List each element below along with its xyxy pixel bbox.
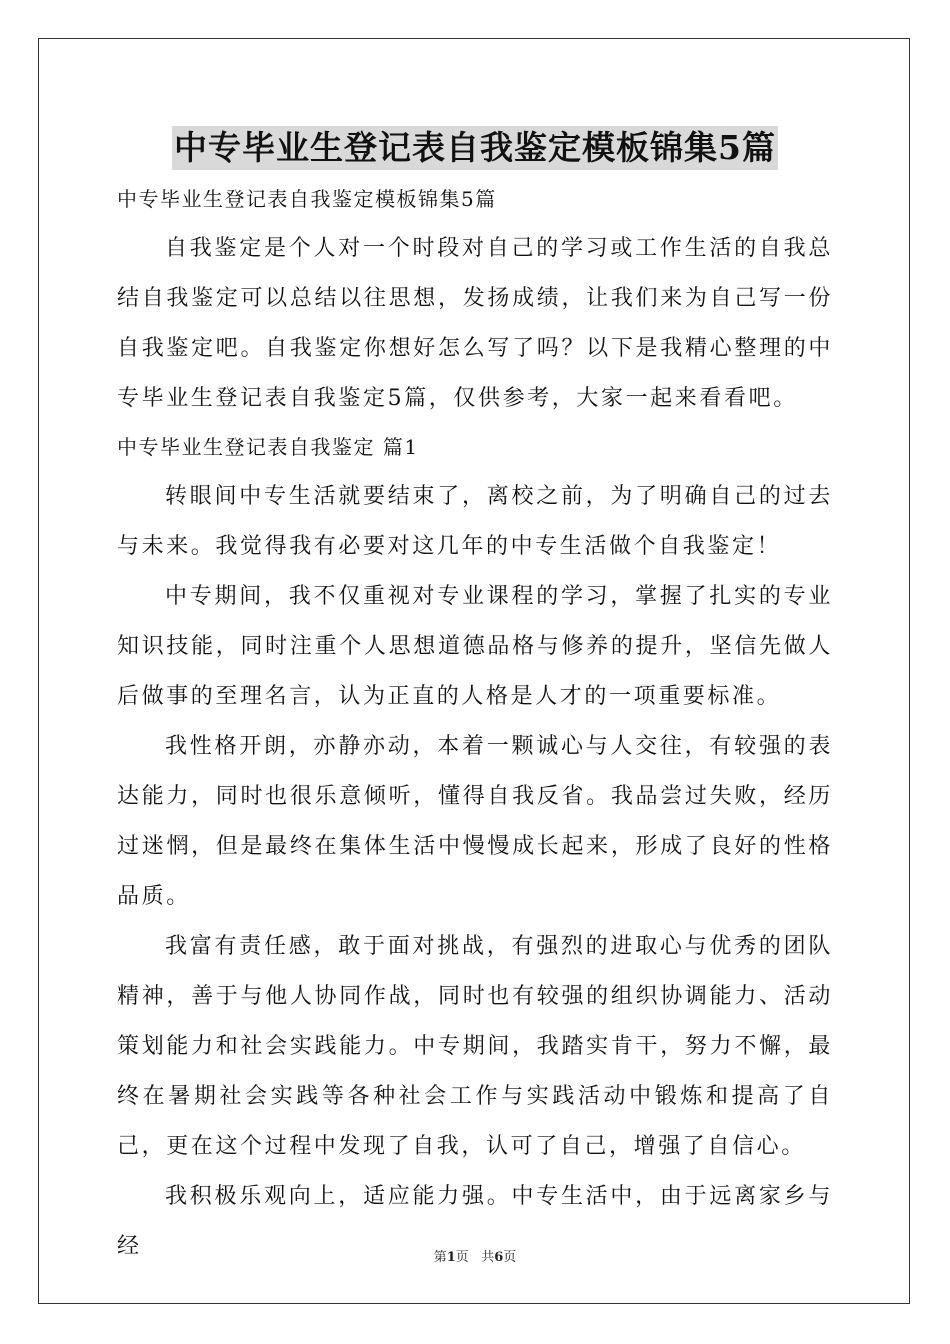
document-title [0, 126, 950, 170]
total-prefix: 共 [481, 1250, 495, 1265]
document-body [117, 178, 833, 1272]
document-title-text: 中专毕业生登记表自我鉴定模板锦集5篇 [172, 126, 778, 170]
page-suffix: 页 [455, 1250, 469, 1265]
intro-paragraph: 自我鉴定是个人对一个时段对自己的学习或工作生活的自我总结自我鉴定可以总结以往思想，发扬成绩，让我们来为自己写一份自我鉴定吧。自我鉴定你想好怎么写了吗？以下是我精心整理的中专毕业生登记表自我鉴定5篇，仅供参考，大家一起来看看吧。 [117, 236, 833, 411]
page-total: 6 [494, 1250, 504, 1265]
body-paragraph: 中专期间，我不仅重视对专业课程的学习，掌握了扎实的专业知识技能，同时注重个人思想道德品格与修养的提升，坚信先做人后做事的至理名言，认为正直的人格是人才的一项重要标准。 [117, 584, 833, 709]
body-paragraph: 转眼间中专生活就要结束了，离校之前，为了明确自己的过去与未来。我觉得我有必要对这几年的中专生活做个自我鉴定！ [117, 484, 833, 559]
total-suffix: 页 [503, 1250, 517, 1265]
body-paragraph: 我富有责任感，敢于面对挑战，有强烈的进取心与优秀的团队精神，善于与他人协同作战，同时也有较强的组织协调能力、活动策划能力和社会实践能力。中专期间，我踏实肯干，努力不懈，最终在暑期社会实践等各种社会工作与实践活动中锻炼和提高了自己，更在这个过程中发现了自我，认可了自己，增强了自信心。 [117, 934, 833, 1159]
page-current: 1 [446, 1250, 456, 1265]
page-footer [0, 1246, 950, 1265]
body-paragraph: 我性格开朗，亦静亦动，本着一颗诚心与人交往，有较强的表达能力，同时也很乐意倾听，懂得自我反省。我品尝过失败，经历过迷惘，但是最终在集体生活中慢慢成长起来，形成了良好的性格品质。 [117, 734, 833, 909]
document-subtitle: 中专毕业生登记表自我鉴定模板锦集5篇 [117, 187, 497, 211]
body-paragraph: 我积极乐观向上，适应能力强。中专生活中，由于远离家乡与经 [117, 1184, 833, 1259]
section-heading: 中专毕业生登记表自我鉴定 篇1 [117, 435, 419, 459]
page-prefix: 第 [433, 1250, 447, 1265]
